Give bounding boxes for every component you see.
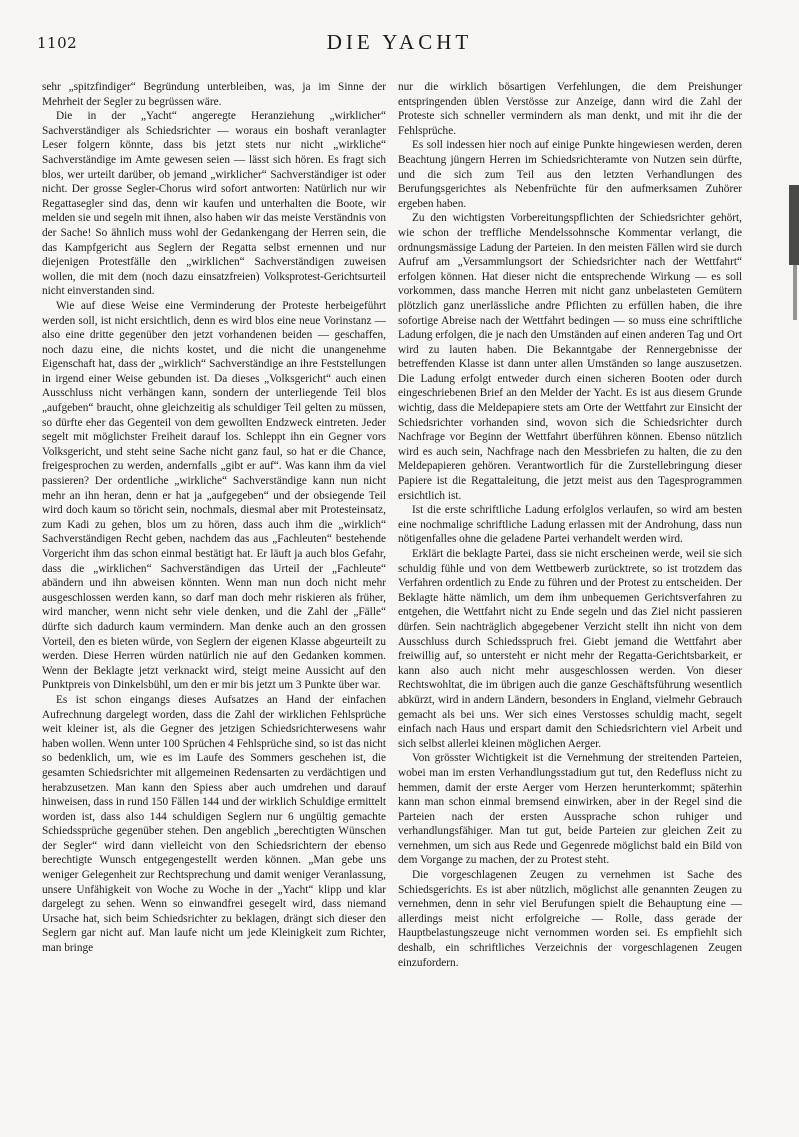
- right-column: [398, 80, 742, 1080]
- paragraph: Die vorgeschlagenen Zeugen zu vernehmen ist Sache des Schiedsgerichts. Es ist aber nützlich, möglichst alle genannten Zeugen zu vernehmen, denn in sehr viel Berufungen spielt die Behauptung eine — allerdings meist nicht erfolgreiche — Rolle, dass gerade der Hauptbelastungszeuge nicht vernommen worden sei. Es empfiehlt sich deshalb, ein schriftliches Verzeichnis der vorgeschlagenen Zeugen einzufordern.: [398, 869, 742, 969]
- paragraph: Es ist schon eingangs dieses Aufsatzes an Hand der einfachen Aufrechnung dargelegt worden, dass die Zahl der wirklichen Fehlsprüche weit kleiner ist, als die Gegner des jetzigen Schiedsrichterwesens wahr haben wollen. Wenn unter 100 Sprüchen 4 Fehlsprüche sind, so ist das nicht so bedenklich, um, wie es im Laufe des Sommers geschehen ist, die gesamten Schiedsrichter mit allgemeinen Redensarten zu verdächtigen und herabzusetzen. Man kann den Spiess aber auch umdrehen und darauf hinweisen, dass in rund 150 Fällen 144 und der wirklich Schuldige ermittelt worden ist, dass also 144 schuldigen Seglern nur 6 ungültig gemachte Schiedssprüche gegenüber stehen. Den angeblich „berechtigten Wünschen der Segler“ wird dann vielleicht von den Schiedsrichtern der ebenso berechtigte Wunsch entgegengestellt werden können. „Man gebe uns weniger Gelegenheit zur Rechtsprechung und damit weniger Veranlassung, unsere Unfähigkeit von Woche zu Woche in der „Yacht“ klipp und klar dargelegt zu sehen. Wenn so einwandfrei gesegelt wird, dass niemand Ursache hat, sich beim Schiedsrichter zu beklagen, drängt sich dieser den Seglern gar nicht auf. Man laufe nicht um jede Kleinigkeit zum Richter, man bringe: [42, 693, 386, 955]
- binding-edge-mark: [789, 185, 799, 265]
- paragraph: Wie auf diese Weise eine Verminderung der Proteste herbeigeführt werden soll, ist nicht ersichtlich, denn es wird blos eine neue Vorinstanz — also eine dritte gegenüber den jetzt vorhandenen beiden — geschaffen, noch dazu eine, die nichts kostet, und die nicht die unangenehme Eigenschaft hat, dass der „wirklich“ Sachverständige an ihre Feststellungen in irgend einer Weise gebunden ist. Da dieses „Volksgericht“ auch einen Ausschluss nicht verhängen kann, sondern der unterliegende Teil blos „aufgeben“ braucht, ohne gleichzeitig als schuldiger Teil gelten zu müssen, so dürfte eher das Gegenteil von dem gewollten Endzweck eintreten. Jeder segelt mit möglichster Freiheit darauf los. Schleppt ihn ein Gegner vors Volksgericht, und steht seine Sache nicht ganz faul, so hat er die Chance, freigesprochen zu werden, andernfalls „gibt er auf“. Was kann ihm da viel passieren? Der ordentliche „wirkliche“ Sachverständige kann nun nicht mehr an ihn heran, denn er hat ja „aufgegeben“ und der obsiegende Teil wird doch kaum so töricht sein, nochmals, diesmal aber mit Protesteinsatz, zum Kadi zu gehen, blos um zu hören, dass auch ihm die „wirklich“ Sachverständigen Recht geben, nachdem das aus „Fachleuten“ bestehende Vorgericht ihm das schon einmal bestätigt hat. Er läuft ja auch blos Gefahr, dass die „wirklichen“ Sachverständigen das Urteil der „Fachleute“ abändern und ihn abweisen könnten. Wenn man nun doch nicht mehr ausgeschlossen werden kann, so darf man doch mehr riskieren als früher, wird mancher, wenn nicht sehr viele denken, und die Zahl der „Fälle“ dürfte sich dadurch kaum vermindern. Man denke auch an den grossen Vorteil, den es bieten würde, von Seglern der eigenen Klasse abgeurteilt zu werden. Diese Herren würden natürlich nie auf den Gedanken kommen. Wenn der Beklagte jetzt verknackt wird, steigt meine Aussicht auf den Punktpreis von Dinkelsbühl, um den er mir bis jetzt um 3 Punkte über war.: [42, 299, 386, 692]
- paragraph: Zu den wichtigsten Vorbereitungspflichten der Schiedsrichter gehört, wie schon der treffliche Mendelssohnsche Kommentar verlangt, die ordnungsmässige Ladung der Parteien. In den meisten Fällen wird sie durch Aufruf am „Versammlungsort der Schiedsrichter nach der Wettfahrt“ erfolgen können. Hat dieser nicht die entsprechende Wirkung — es soll vorkommen, dass manche Herren mit nicht ganz unbelasteten Gemütern plötzlich ganz unerlässliche andre Pflichten zu erfüllen haben, die ihre sofortige Abreise nach der Wettfahrt bedingen — so muss eine schriftliche Ladung erfolgen, die je nach den Umständen auf einen anderen Tag und Ort wird zu lauten haben. Die Bekanntgabe der Rennergebnisse der betreffenden Klasse ist dann unter allen Umständen so lange auszusetzen. Die Ladung erfolgt entweder durch einen sicheren Booten oder durch eingeschriebenen Brief an den Melder der Yacht. Es ist aus diesem Grunde wichtig, dass die Meldepapiere stets am Orte der Wettfahrt zur Einsicht der Schiedsrichter vorhanden sind, wovon sich die Schiedsrichter durch Nachfrage vor Beginn der Wettfahrt überführen können. Ebenso nützlich wird es auch sein, Nachfrage nach den Messbriefen zu halten, die zu den Meldepapieren gehören. Verantwortlich für die Zurstellebringung dieser Papiere ist die Regattaleitung, die jetzt meist aus den Tagesprogrammen ersichtlich ist.: [398, 212, 742, 502]
- binding-edge-mark: [793, 265, 797, 320]
- paragraph: sehr „spitzfindiger“ Begründung unterbleiben, was, ja im Sinne der Mehrheit der Segler zu begrüssen wäre.: [42, 81, 386, 108]
- paragraph: nur die wirklich bösartigen Verfehlungen, die dem Preishunger entspringenden üblen Verstösse zur Anzeige, dann wird die Zahl der Proteste sich schneller vermindern als man denkt, und mit ihr die der Fehlsprüche.: [398, 81, 742, 137]
- running-title: DIE YACHT: [326, 30, 473, 54]
- page-number: 1102: [37, 34, 78, 52]
- paragraph: Es soll indessen hier noch auf einige Punkte hingewiesen werden, deren Beachtung jüngern Herren im Schiedsrichteramte von Nutzen sein dürfte, und die sich zum Teil aus den letzten Verhandlungen des Berufungsgerichtes als Nebenfrüchte für den aufmerksamen Zuhörer ergeben haben.: [398, 139, 742, 210]
- paragraph: Die in der „Yacht“ angeregte Heranziehung „wirklicher“ Sachverständiger als Schiedsrichter — woraus ein boshaft veranlagter Leser folgern könnte, dass bis jetzt stets nur nicht „wirkliche“ Sachverständige im Amte gewesen seien — lässt sich hören. Es fragt sich blos, wer urteilt darüber, ob jemand „wirklicher“ Sachverständiger ist oder nicht. Der grosse Segler-Chorus wird sofort antworten: Natürlich nur wir Regattasegler sind das, denn wir kaufen und unterhalten die Boote, wir melden sie und segeln mit ihnen, also haben wir das meiste Verständnis von der Sache! So ähnlich muss wohl der Gedankengang der Herren sein, die das Kampfgericht aus Seglern der Regatta selbst ernennen und nur diejenigen Protestfälle den „wirklichen“ Sachverständigen zuweisen wollen, die mit dem (noch dazu einsatzfreien) Volksprotest-Gerichtsurteil nicht einverstanden sind.: [42, 110, 386, 298]
- paragraph: Ist die erste schriftliche Ladung erfolglos verlaufen, so wird am besten eine nochmalige schriftliche Ladung erlassen mit der Androhung, dass nun nötigenfalles ohne die geladene Partei verhandelt werden wird.: [398, 504, 742, 546]
- page-header: [0, 0, 799, 70]
- paragraph: Erklärt die beklagte Partei, dass sie nicht erscheinen werde, weil sie sich schuldig fühle und von dem Wettbewerb zurücktrete, so ist trotzdem das Verfahren ordentlich zu Ende zu führen und der Protest zu entscheiden. Der Beklagte hätte nämlich, um dem ihm unbequemen Gerichtsverfahren zu entgehen, die Wettfahrt nicht zu Ende segeln und das Ziel nicht passieren dürfen. Sein nachträglich abgegebener Verzicht stellt ihn nicht von dem Ausschluss durch Schiedsspruch frei. Giebt jemand die Wettfahrt aber freiwillig auf, so untersteht er nicht mehr der Regatta-Gerichtsbarkeit, er kann also auch nicht mehr ausgeschlossen werden. Von dieser Rechtswohltat, die im übrigen auch die ganze Geschäftsführung wesentlich abkürzt, wird in andern Ländern, besonders in England, vielmehr Gebrauch gemacht als bei uns. Wer sich eines Verstosses schuldig macht, segelt einfach nach Haus und erspart damit den Schiedsrichtern viel Arbeit und sich selbst allerlei kleinen möglichen Aerger.: [398, 548, 742, 750]
- paragraph: Von grösster Wichtigkeit ist die Vernehmung der streitenden Parteien, wobei man im ersten Verhandlungsstadium gut tut, den Redefluss nicht zu hemmen, damit der erste Aerger vom Herzen herunterkommt; späterhin kann man schon einmal bremsend einwirken, aber in der Regel sind die Parteien nach der ersten Aussprache schon ruhiger und verhandlungsfähiger. Man tut gut, beide Parteien zur gleichen Zeit zu vernehmen, um sich aus Rede und Gegenrede möglichst bald ein Bild von dem Vorgange zu machen, der zu Protest steht.: [398, 752, 742, 867]
- left-column: [42, 80, 386, 1080]
